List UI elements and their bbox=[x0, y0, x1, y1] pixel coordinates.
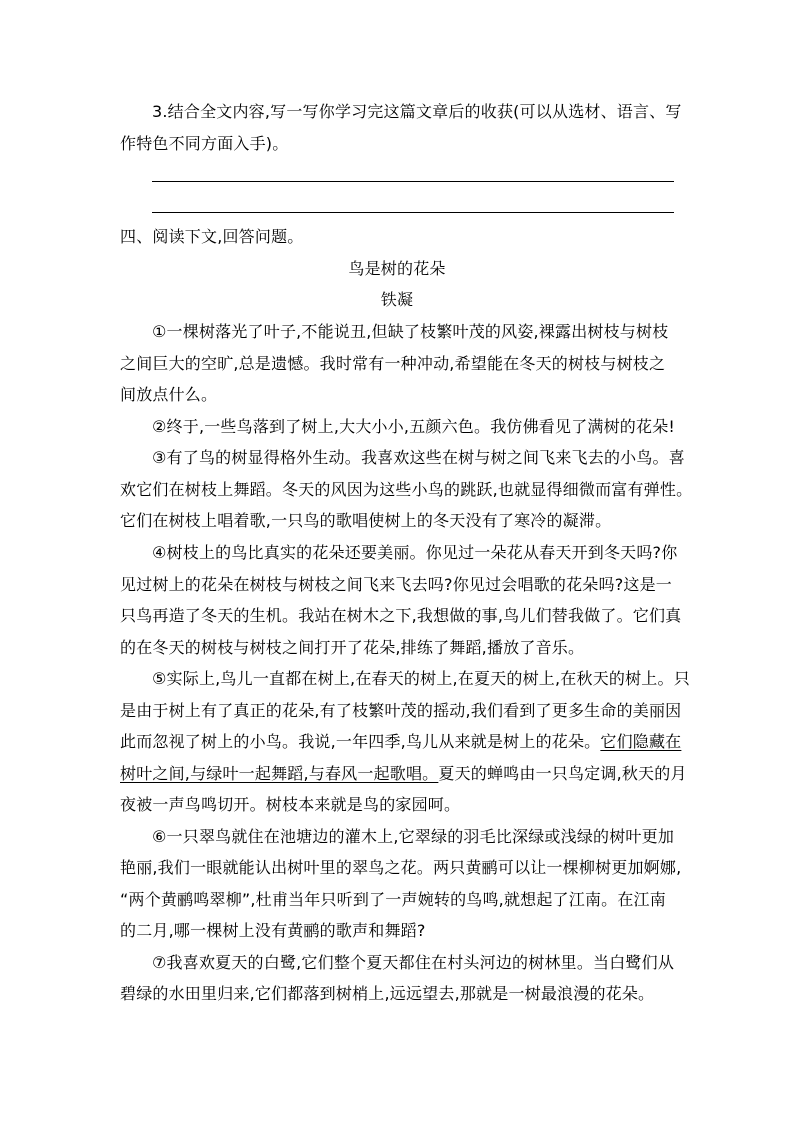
paragraph-1-line: ①一棵树落光了叶子,不能说丑,但缺了枝繁叶茂的风姿,裸露出树枝与树枝 bbox=[152, 322, 669, 341]
paragraph-5-line bbox=[120, 763, 687, 785]
paragraph-7-line: ⑦我喜欢夏天的白鹭,它们整个夏天都住在村头河边的树林里。当白鹭们从 bbox=[152, 953, 675, 972]
section-4-heading: 四、阅读下文,回答问题。 bbox=[120, 227, 304, 246]
answer-line-2 bbox=[152, 212, 674, 213]
paragraph-2-line: ②终于,一些鸟落到了树上,大大小小,五颜六色。我仿佛看见了满树的花朵! bbox=[152, 417, 676, 436]
paragraph-5-text: 夏天的蝉鸣由一只鸟定调,秋天的月 bbox=[438, 764, 687, 783]
underlined-sentence: 树叶之间,与绿叶一起舞蹈,与春风一起歌唱。 bbox=[120, 764, 439, 783]
paragraph-6-line: 的二月,哪一棵树上没有黄鹂的歌声和舞蹈? bbox=[120, 921, 426, 940]
paragraph-7-line: 碧绿的水田里归来,它们都落到树梢上,远远望去,那就是一树最浪漫的花朵。 bbox=[120, 984, 655, 1003]
paragraph-4-line: 的在冬天的树枝与树枝之间打开了花朵,排练了舞蹈,播放了音乐。 bbox=[120, 638, 585, 657]
paragraph-6-line: “两个黄鹂鸣翠柳”,杜甫当年只听到了一声婉转的鸟鸣,就想起了江南。在江南 bbox=[120, 890, 666, 909]
paragraph-1-line: 之间巨大的空旷,总是遗憾。我时常有一种冲动,希望能在冬天的树枝与树枝之 bbox=[120, 354, 666, 373]
paragraph-4-line: 只鸟再造了冬天的生机。我站在树木之下,我想做的事,鸟儿们替我做了。它们真 bbox=[120, 606, 682, 625]
article-author: 铁凝 bbox=[380, 290, 414, 309]
paragraph-3-line: 欢它们在树枝上舞蹈。冬天的风因为这些小鸟的跳跃,也就显得细微而富有弹性。 bbox=[120, 480, 693, 499]
paragraph-6-line: 艳丽,我们一眼就能认出树叶里的翠鸟之花。两只黄鹂可以让一棵柳树更加婀娜, bbox=[120, 858, 682, 877]
paragraph-6-line: ⑥一只翠鸟就住在池塘边的灌木上,它翠绿的羽毛比深绿或浅绿的树叶更加 bbox=[152, 827, 675, 846]
paragraph-5-text: 此而忽视了树上的小鸟。我说,一年四季,鸟儿从来就是树上的花朵。 bbox=[120, 732, 601, 751]
answer-line-1 bbox=[152, 181, 674, 182]
paragraph-1-line: 间放点什么。 bbox=[120, 385, 218, 404]
question-3-line-1: 3.结合全文内容,写一写你学习完这篇文章后的收获(可以从选材、语言、写 bbox=[152, 102, 682, 121]
paragraph-5-line: 是由于树上有了真正的花朵,有了枝繁叶茂的摇动,我们看到了更多生命的美丽因 bbox=[120, 701, 682, 720]
paragraph-4-line: 见过树上的花朵在树枝与树枝之间飞来飞去吗?你见过会唱歌的花朵吗?这是一 bbox=[120, 575, 672, 594]
paragraph-3-line: ③有了鸟的树显得格外生动。我喜欢这些在树与树之间飞来飞去的小鸟。喜 bbox=[152, 448, 685, 467]
paragraph-5-line bbox=[120, 731, 680, 753]
paragraph-3-line: 它们在树枝上唱着歌,一只鸟的歌唱使树上的冬天没有了寒冷的凝滞。 bbox=[120, 511, 612, 530]
paragraph-5-line: 夜被一声鸟鸣切开。树枝本来就是鸟的家园呵。 bbox=[120, 795, 461, 814]
paragraph-5-line: ⑤实际上,鸟儿一直都在树上,在春天的树上,在夏天的树上,在秋天的树上。只 bbox=[152, 669, 690, 688]
article-title: 鸟是树的花朵 bbox=[348, 259, 446, 278]
question-3-line-2: 作特色不同方面入手)。 bbox=[120, 134, 289, 153]
paragraph-4-line: ④树枝上的鸟比真实的花朵还要美丽。你见过一朵花从春天开到冬天吗?你 bbox=[152, 543, 678, 562]
underlined-sentence: 它们隐藏在 bbox=[600, 732, 682, 751]
